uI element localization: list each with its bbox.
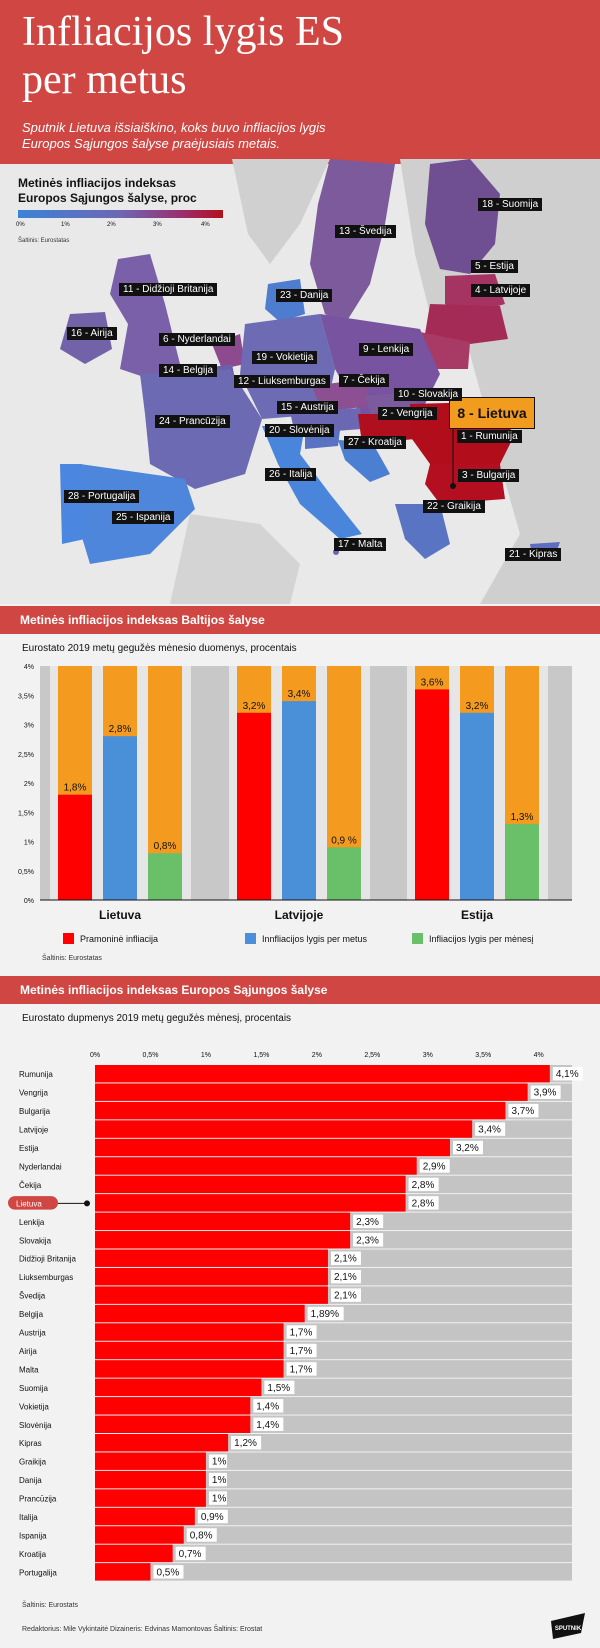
category-label: Suomija [19, 1383, 48, 1393]
category-label: Lietuva [16, 1199, 42, 1209]
bar [148, 853, 182, 900]
bar [95, 1360, 284, 1377]
y-tick-label: 0,5% [18, 868, 34, 876]
x-tick-label: 0,5% [142, 1052, 159, 1059]
category-label: Malta [19, 1365, 39, 1375]
baltic-bar-chart [0, 660, 600, 922]
europe-map-section [0, 164, 600, 604]
data-label: 1,3% [510, 811, 534, 823]
map-label-czechia: 7 - Čekija [339, 374, 389, 387]
bar [95, 1065, 550, 1082]
value-label: 3,4% [478, 1124, 501, 1136]
y-tick-label: 4% [23, 664, 34, 671]
map-label-ireland: 16 - Airija [67, 327, 117, 340]
baltic-legend-yearly [245, 933, 367, 944]
bar [327, 847, 361, 900]
y-tick-label: 1% [23, 839, 34, 847]
category-label: Rumunija [19, 1070, 53, 1080]
lithuania-pointer-dot [450, 483, 456, 489]
bar [95, 1508, 195, 1525]
value-label: 3,7% [511, 1106, 535, 1118]
category-label: Estija [19, 1144, 39, 1154]
y-tick-label: 0% [23, 898, 34, 905]
y-tick-label: 1,5% [18, 810, 34, 818]
bar [95, 1083, 528, 1100]
baltic-legend-monthly [412, 933, 534, 944]
bar [95, 1563, 150, 1580]
logo-text: SPUTNIK [554, 1626, 582, 1632]
x-tick-label: 1% [200, 1052, 211, 1059]
data-label: 3,4% [287, 689, 311, 701]
y-tick-label: 2% [23, 781, 34, 788]
data-label: 0,8% [153, 841, 177, 853]
x-category-label: Lietuva [98, 908, 142, 922]
bar [95, 1342, 284, 1359]
value-label: 1,89% [310, 1309, 340, 1321]
x-tick-label: 2,5% [364, 1052, 381, 1059]
bar [95, 1120, 472, 1137]
value-label: 0,5% [156, 1567, 180, 1579]
category-label: Čekija [19, 1180, 42, 1190]
category-label: Belgija [19, 1310, 44, 1320]
bar [95, 1305, 305, 1322]
legend-label: Pramoninė infliacija [80, 933, 159, 944]
bar [95, 1526, 184, 1543]
baltic-chart-subtitle: Eurostato 2019 metų gegužės mėnesio duomenys, procentais [22, 643, 297, 654]
title-line-1: Infliacijos lygis ES [22, 9, 344, 55]
x-tick-label: 3,5% [475, 1052, 492, 1059]
bar [95, 1231, 350, 1248]
map-label-sweden: 13 - Švedija [335, 225, 396, 238]
value-label: 1,7% [289, 1327, 313, 1339]
subtitle-line-2: Europos Sąjungos šalyse praėjusiais metais. [22, 136, 280, 151]
map-source: Šaltinis: Eurostatas [18, 238, 70, 244]
bar [282, 701, 316, 900]
bar [95, 1434, 228, 1451]
category-label: Bulgarija [19, 1107, 51, 1117]
bar [95, 1323, 284, 1340]
category-label: Airija [19, 1346, 37, 1356]
value-label: 2,3% [356, 1235, 379, 1247]
value-label: 0,8% [189, 1530, 213, 1542]
x-category-label: Estija [460, 908, 494, 922]
x-tick-label: 3% [422, 1052, 433, 1059]
legend-tick: 1% [61, 222, 70, 228]
map-title-line-2: Europos Sąjungos šalyse, proc [18, 191, 197, 205]
map-label-luxembourg: 12 - Liuksemburgas [234, 375, 330, 388]
data-label: 2,8% [108, 724, 132, 736]
value-label: 3,2% [455, 1143, 479, 1155]
highlight-dot [84, 1200, 90, 1206]
category-label: Austrija [19, 1328, 46, 1338]
data-label: 1,8% [63, 782, 87, 794]
page-title [22, 8, 582, 104]
header [0, 0, 600, 164]
y-tick-label: 2,5% [18, 751, 34, 759]
credits: Redaktorius: Mile Vykintaitė Dizaineris: Edvinas Mamontovas Šaltinis: Erostat [22, 1626, 263, 1633]
bar [237, 713, 271, 900]
legend-label: Infliacijos lygis per mėnesį [429, 933, 534, 944]
map-label-finland: 18 - Suomija [478, 198, 542, 211]
eu-chart-subtitle: Eurostato dupmenys 2019 metų gegužės mėnesį, procentais [22, 1013, 292, 1024]
lithuania-highlight-box: 8 - Lietuva [449, 397, 535, 429]
value-label: 1,5% [267, 1382, 291, 1394]
map-label-austria: 15 - Austrija [277, 401, 338, 414]
map-label-germany: 19 - Vokietija [252, 351, 317, 364]
baltic-legend-industrial [63, 933, 158, 944]
category-label: Švedija [19, 1291, 46, 1301]
map-label-slovakia: 10 - Slovakija [394, 388, 462, 401]
legend-swatch-blue [245, 933, 256, 944]
value-label: 4,1% [555, 1069, 579, 1081]
y-tick-label: 3,5% [18, 693, 34, 701]
baltic-section-title: Metinės infliacijos indeksas Baltijos šalyse [0, 606, 600, 634]
map-title-line-1: Metinės infliacijos indeksas [18, 176, 177, 190]
value-label: 2,9% [422, 1161, 446, 1173]
country-portugal [60, 464, 85, 544]
bar [95, 1157, 417, 1174]
category-label: Liuksemburgas [19, 1273, 74, 1283]
bar [95, 1397, 250, 1414]
map-label-bulgaria: 3 - Bulgarija [458, 469, 519, 482]
bar [95, 1286, 328, 1303]
map-label-latvia: 4 - Latvijoje [471, 284, 530, 297]
bar [95, 1545, 173, 1562]
bar [95, 1452, 206, 1469]
legend-tick: 3% [153, 222, 162, 228]
category-label: Kipras [19, 1439, 42, 1449]
category-label: Danija [19, 1476, 42, 1486]
eu-section-title: Metinės infliacijos indeksas Europos Sąjungos šalyse [0, 976, 600, 1004]
bar [95, 1250, 328, 1267]
category-label: Vokietija [19, 1402, 49, 1412]
value-label: 2,3% [356, 1216, 379, 1228]
value-label: 1% [211, 1456, 227, 1468]
subtitle-line-1: Sputnik Lietuva išsiaiškino, koks buvo infliacijos lygis [22, 120, 326, 135]
map-title [18, 176, 197, 206]
bar [95, 1176, 406, 1193]
category-label: Vengrija [19, 1088, 48, 1098]
value-label: 2,8% [411, 1179, 435, 1191]
legend-swatch-red [63, 933, 74, 944]
bar [415, 689, 449, 900]
map-label-poland: 9 - Lenkija [359, 343, 413, 356]
legend-label: Innfliacijos lygis per metus [262, 933, 368, 944]
map-label-malta: 17 - Malta [334, 538, 386, 551]
bar [58, 795, 92, 900]
value-label: 1,7% [289, 1364, 313, 1376]
legend-swatch-green [412, 933, 423, 944]
data-label: 3,2% [242, 700, 266, 712]
map-label-spain: 25 - Ispanija [112, 511, 174, 524]
map-label-croatia: 27 - Kroatija [344, 436, 406, 449]
category-label: Ispanija [19, 1531, 47, 1541]
legend-tick: 2% [107, 222, 116, 228]
category-label: Graikija [19, 1457, 47, 1467]
bar [95, 1102, 505, 1119]
category-label: Prancūzija [19, 1494, 57, 1504]
category-label: Nyderlandai [19, 1162, 62, 1172]
data-label: 0,9 % [331, 835, 357, 847]
eu-source: Šaltinis: Eurostats [22, 1602, 79, 1609]
x-category-label: Latvijoje [274, 908, 324, 922]
value-label: 2,1% [333, 1253, 357, 1265]
map-label-united-kingdom: 11 - Didžioji Britanija [119, 283, 217, 296]
x-tick-label: 1,5% [253, 1052, 270, 1059]
category-label: Latvijoje [19, 1125, 49, 1135]
bar [95, 1471, 206, 1488]
data-label: 3,6% [420, 677, 444, 689]
map-label-slovenia: 20 - Slovėnija [265, 424, 334, 437]
legend-tick: 4% [201, 222, 210, 228]
map-label-italy: 26 - Italija [265, 468, 316, 481]
value-label: 0,9% [200, 1512, 224, 1524]
value-label: 1,4% [256, 1401, 280, 1413]
category-label: Kroatija [19, 1549, 47, 1559]
value-label: 2,1% [333, 1290, 357, 1302]
bar [95, 1489, 206, 1506]
category-label: Lenkija [19, 1217, 45, 1227]
value-label: 3,9% [533, 1087, 557, 1099]
map-label-portugal: 28 - Portugalija [64, 490, 139, 503]
bar [460, 713, 494, 900]
value-label: 1,2% [234, 1438, 257, 1450]
y-tick-label: 3% [23, 722, 34, 730]
map-label-netherlands: 6 - Nyderlandai [159, 333, 235, 346]
bar [95, 1268, 328, 1285]
bar [505, 824, 539, 900]
map-label-romania: 1 - Rumunija [457, 430, 522, 443]
baltic-source: Šaltinis: Eurostatas [42, 955, 102, 962]
x-tick-label: 2% [311, 1052, 322, 1059]
sputnik-logo [551, 1613, 587, 1641]
bar [95, 1139, 450, 1156]
value-label: 2,8% [411, 1198, 435, 1210]
map-label-france: 24 - Prancūzija [155, 415, 230, 428]
category-label: Didžioji Britanija [19, 1254, 76, 1264]
map-label-estonia: 5 - Estija [471, 260, 518, 273]
value-label: 1,7% [289, 1345, 313, 1357]
title-line-2: per metus [22, 57, 187, 103]
category-label: Slovėnija [19, 1420, 52, 1430]
bar [103, 736, 137, 900]
map-label-cyprus: 21 - Kipras [505, 548, 561, 561]
value-label: 0,7% [178, 1548, 202, 1560]
eu-horizontal-bar-chart [0, 1045, 600, 1605]
category-label: Slovakija [19, 1236, 52, 1246]
value-label: 2,1% [333, 1272, 357, 1284]
map-label-belgium: 14 - Belgija [159, 364, 217, 377]
bar [95, 1416, 250, 1433]
value-label: 1% [211, 1493, 227, 1505]
data-label: 3,2% [465, 700, 489, 712]
bar [95, 1379, 261, 1396]
map-label-greece: 22 - Graikija [423, 500, 485, 513]
map-label-denmark: 23 - Danija [276, 289, 332, 302]
category-label: Italija [19, 1513, 38, 1523]
x-tick-label: 4% [533, 1052, 544, 1059]
map-label-hungary: 2 - Vengrija [378, 407, 437, 420]
value-label: 1% [211, 1475, 227, 1487]
bar [95, 1194, 406, 1211]
x-tick-label: 0% [89, 1052, 101, 1059]
legend-tick: 0% [16, 222, 25, 228]
bar [95, 1213, 350, 1230]
page-subtitle [22, 120, 582, 152]
category-label: Portugalija [19, 1568, 57, 1578]
value-label: 1,4% [256, 1419, 280, 1431]
map-legend-color-scale [18, 210, 223, 218]
